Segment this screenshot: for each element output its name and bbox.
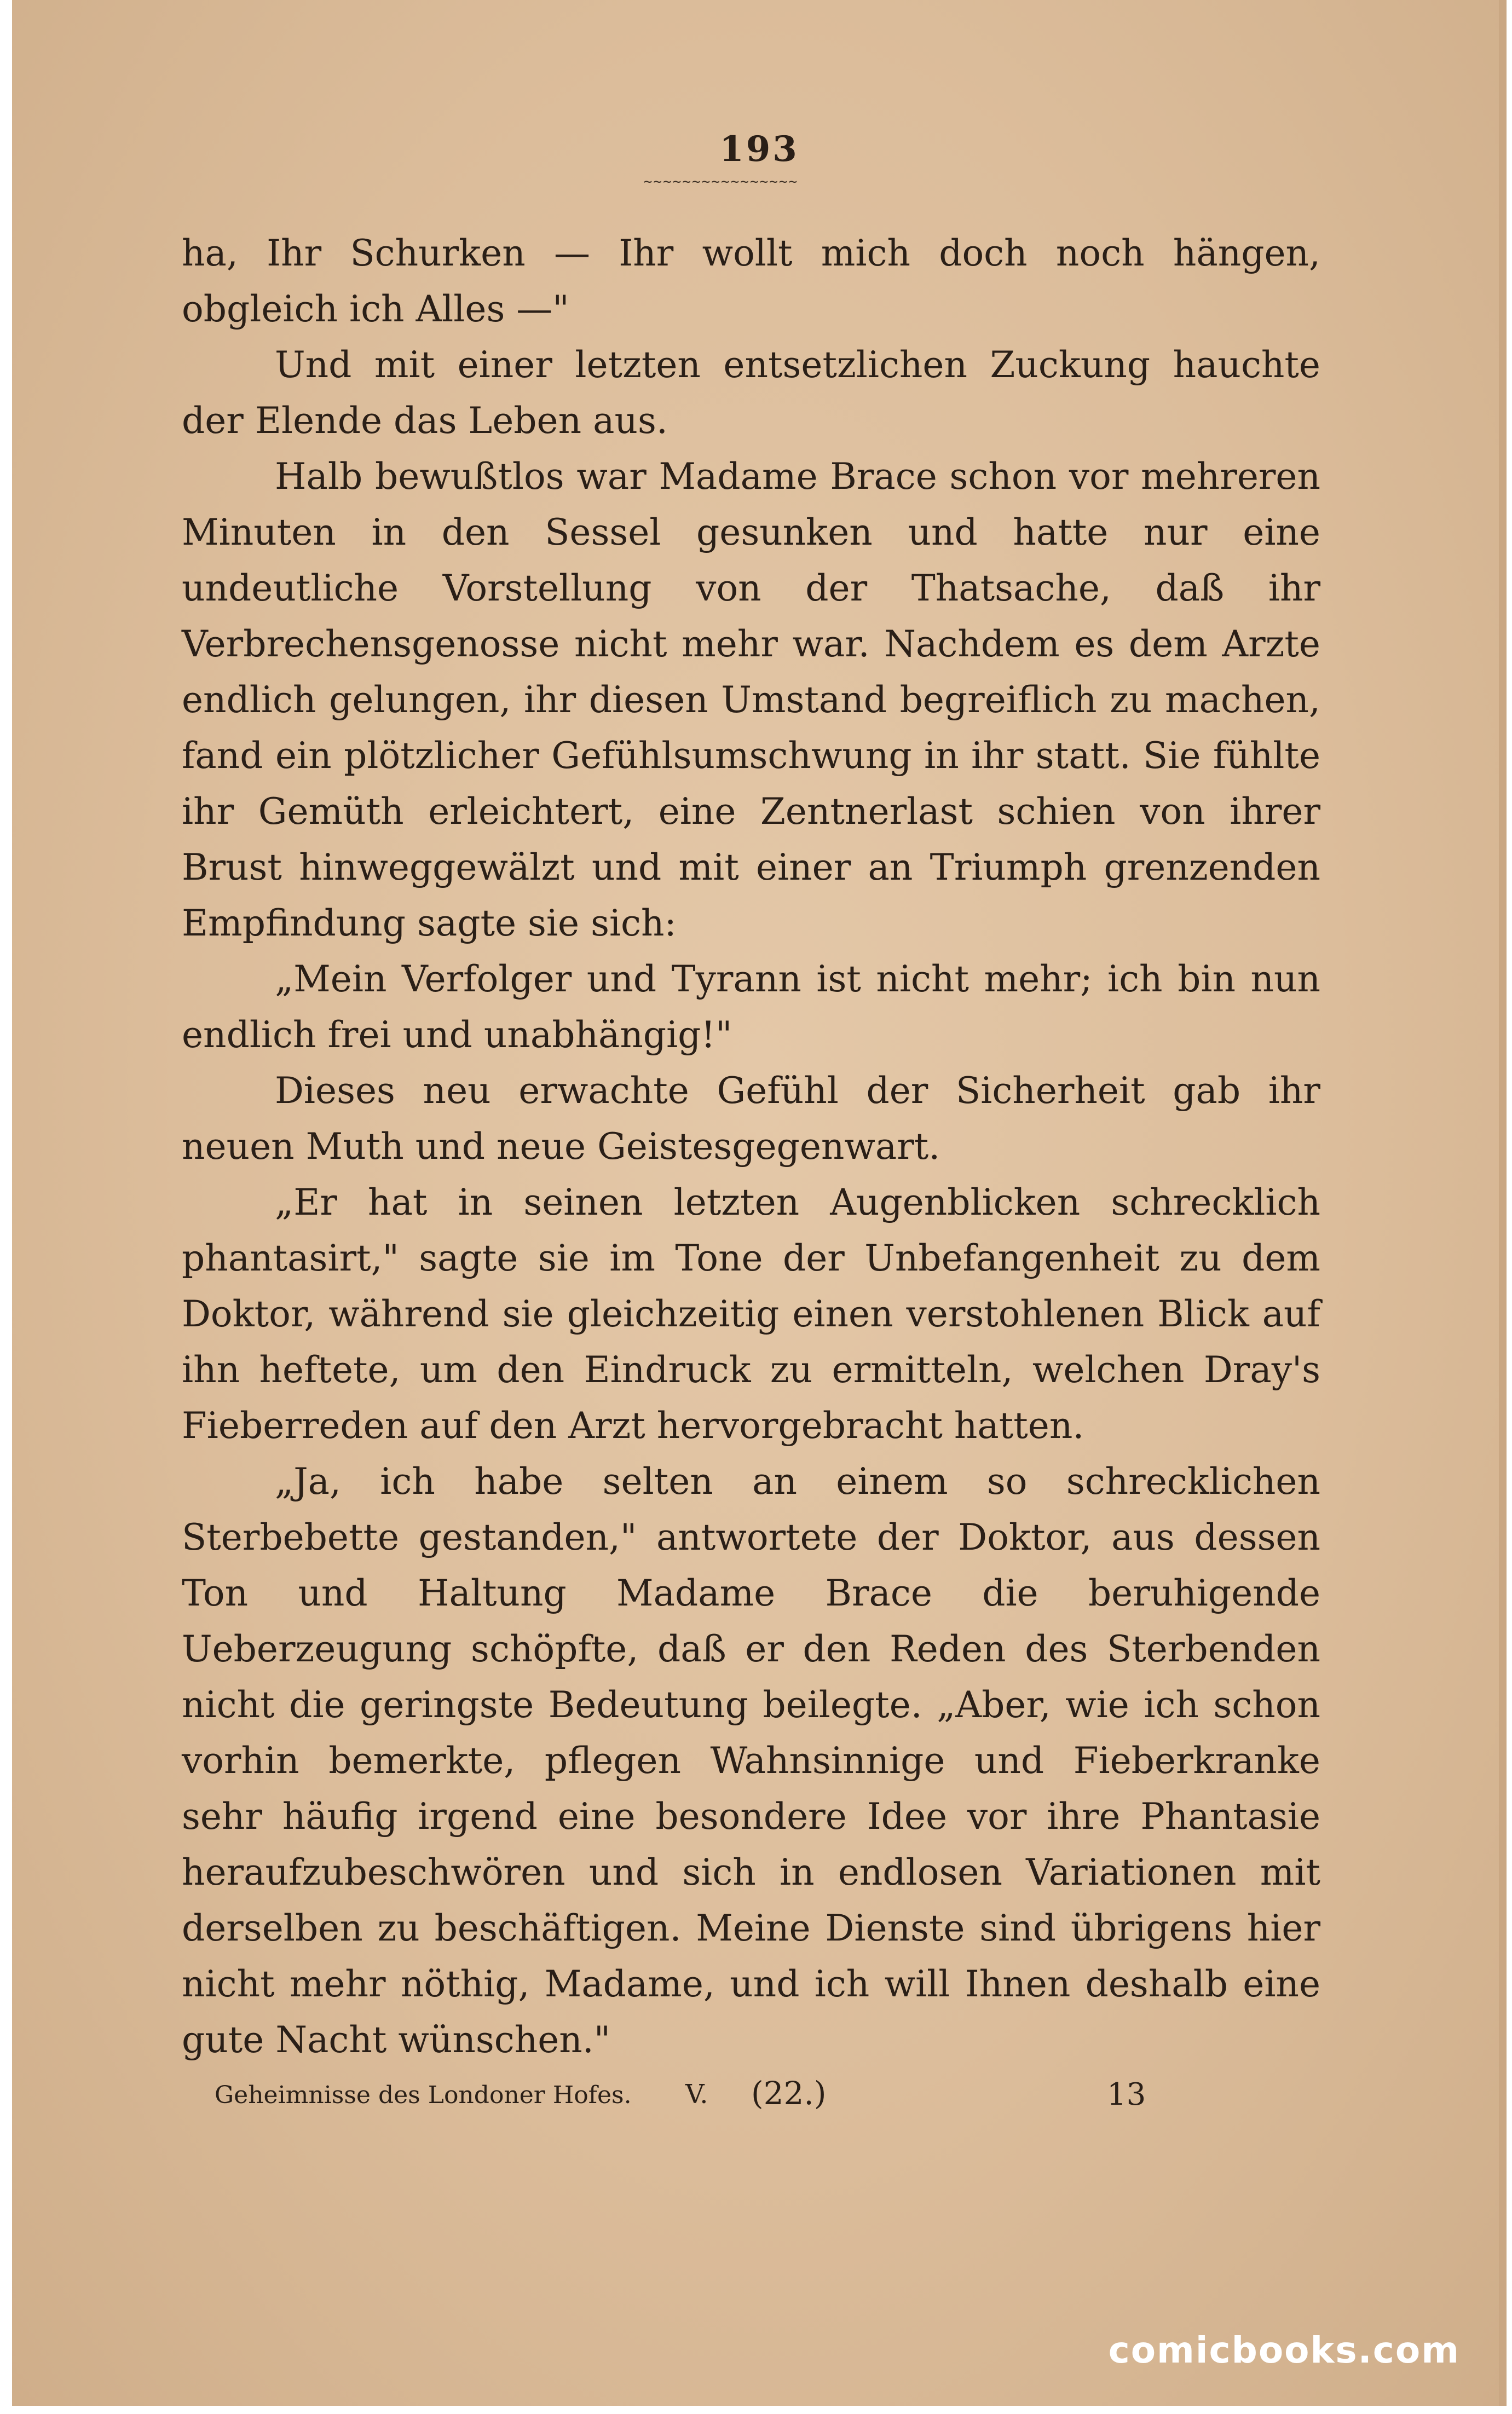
paragraph: ha, Ihr Schurken — Ihr wollt mich doch noch hängen, obgleich ich Alles —" xyxy=(182,232,1320,330)
body-text xyxy=(182,226,1320,2068)
footer-title: Geheimnisse des Londoner Hofes. xyxy=(215,2081,632,2109)
paragraph: „Ja, ich habe selten an einem so schrecklichen Sterbebette gestanden," antwortete der Doktor, aus dessen Ton und Haltung Madame Brace die beruhigende Ueberzeugung schöpfte, daß er den Reden des Sterbenden nicht die geringste Bedeutung beilegte. „Aber, wie ich schon vorhin bemerkte, pflegen Wahnsinnige und Fieberkranke sehr häufig irgend eine besondere Idee vor ihre Phantasie heraufzubeschwören und sich in endlosen Variationen mit derselben zu beschäftigen. Meine Dienste sind übrigens hier nicht mehr nöthig, Madame, und ich will Ihnen deshalb eine gute Nacht wünschen." xyxy=(182,1460,1320,2061)
footer-signature: 13 xyxy=(1107,2077,1146,2112)
header-ornament: ~~~~~~~~~~~~~~~~ xyxy=(643,176,799,187)
paragraph: „Er hat in seinen letzten Augenblicken schrecklich phantasirt," sagte sie im Tone der Unbefangenheit zu dem Doktor, während sie gleichzeitig einen verstohlenen Blick auf ihn heftete, um den Eindruck zu ermitteln, welchen Dray's Fieberreden auf den Arzt hervorgebracht hatten. xyxy=(182,1181,1320,1447)
paragraph: Dieses neu erwachte Gefühl der Sicherheit gab ihr neuen Muth und neue Geistesgegenwart. xyxy=(182,1070,1320,1168)
watermark: comicbooks.com xyxy=(1108,2329,1460,2371)
book-page xyxy=(12,0,1507,2406)
page-edge xyxy=(1499,0,1507,2406)
page-footer xyxy=(182,2075,1320,2118)
paragraph: „Mein Verfolger und Tyrann ist nicht mehr; ich bin nun endlich frei und unabhängig!" xyxy=(182,958,1320,1056)
paragraph: Und mit einer letzten entsetzlichen Zuckung hauchte der Elende das Leben aus. xyxy=(182,344,1320,442)
paragraph: Halb bewußtlos war Madame Brace schon vor mehreren Minuten in den Sessel gesunken und hatte nur eine undeutliche Vorstellung von der Thatsache, daß ihr Verbrechensgenosse nicht mehr war. Nachdem es dem Arzte endlich gelungen, ihr diesen Umstand begreiflich zu machen, fand ein plötzlicher Gefühlsumschwung in ihr statt. Sie fühlte ihr Gemüth erleichtert, eine Zentnerlast schien von ihrer Brust hinweggewälzt und mit einer an Triumph grenzenden Empfindung sagte sie sich: xyxy=(182,455,1320,944)
page-number: 193 xyxy=(719,129,799,170)
footer-issue: (22.) xyxy=(751,2075,827,2112)
footer-volume: V. xyxy=(685,2079,708,2110)
